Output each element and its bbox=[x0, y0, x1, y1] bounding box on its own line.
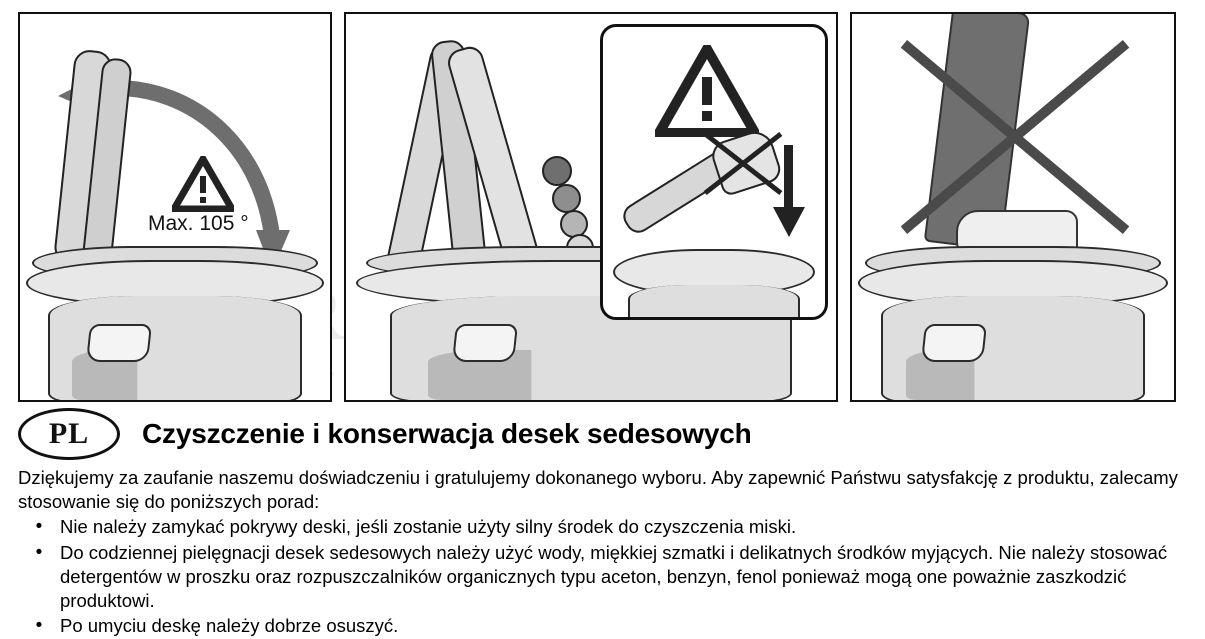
list-item bbox=[18, 515, 1190, 540]
list-item-text: Do codziennej pielęgnacji desek sedesowych należy użyć wody, miękkiej szmatki i delikatnych środków myjących. Nie należy stosować detergentów w proszku oraz rozpuszczalników organicznych typu aceton, benzyn, fenol ponieważ mogą one poważnie zaszkodzić produktowi. bbox=[60, 541, 1168, 611]
page-title: Czyszczenie i konserwacja desek sedesowych bbox=[142, 418, 752, 449]
illustration-panel-soft-close bbox=[344, 12, 838, 402]
text-block bbox=[18, 408, 1190, 639]
list-item-text: Po umyciu deskę należy dobrze osuszyć. bbox=[60, 614, 399, 636]
list-item bbox=[18, 614, 1190, 639]
bullet-marker: • bbox=[35, 541, 43, 563]
illustration-panel-do-not-stand bbox=[850, 12, 1176, 402]
bullet-marker: • bbox=[35, 516, 43, 538]
bowl-body bbox=[48, 296, 302, 402]
illustration-panel-max-angle bbox=[18, 12, 332, 402]
bowl-body bbox=[881, 296, 1145, 402]
bowl-side-opening bbox=[86, 324, 152, 362]
bowl-body bbox=[628, 285, 800, 320]
force-down-arrow-icon bbox=[771, 145, 811, 241]
toilet-bowl bbox=[852, 244, 1174, 402]
bowl-side-opening bbox=[921, 324, 987, 362]
inset-toilet-bowl bbox=[609, 233, 819, 320]
motion-dot bbox=[542, 156, 572, 186]
illustration-strip bbox=[18, 12, 1190, 402]
max-angle-label: Max. 105 ° bbox=[148, 212, 249, 235]
bullet-marker: • bbox=[35, 614, 43, 636]
inset-do-not-slam bbox=[600, 24, 828, 320]
list-item-text: Nie należy zamykać pokrywy deski, jeśli zostanie użyty silny środek do czyszczenia miski. bbox=[60, 516, 797, 538]
language-badge: PL bbox=[18, 408, 120, 460]
toilet-bowl bbox=[20, 244, 330, 402]
intro-paragraph: Dziękujemy za zaufanie naszemu doświadczeniu i gratulujemy dokonanego wyboru. Aby zapewnić Państwu satysfakcję z produktu, zalecamy stosowanie się do poniższych porad: bbox=[18, 467, 1178, 513]
prohibition-cross-icon bbox=[880, 28, 1150, 246]
list-item bbox=[18, 541, 1190, 613]
bowl-side-opening bbox=[452, 324, 518, 362]
title-row bbox=[18, 408, 1190, 460]
advice-list bbox=[18, 515, 1190, 639]
warning-triangle-icon bbox=[172, 156, 234, 212]
motion-dot bbox=[552, 184, 581, 213]
